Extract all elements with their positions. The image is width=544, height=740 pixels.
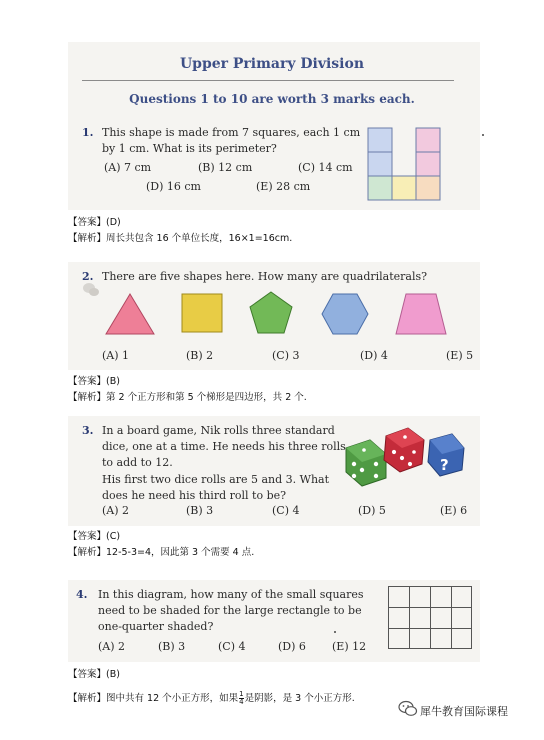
analysis-4: [68, 690, 355, 706]
question-1-line-1: This shape is made from 7 squares, each 1 cm: [102, 126, 361, 139]
question-4-number: 4.: [76, 588, 88, 601]
figure-square: [368, 128, 392, 152]
figure-square: [368, 176, 392, 200]
grid-line: [451, 587, 452, 648]
question-2-option-d: (D) 4: [360, 349, 388, 362]
question-2-option-e: (E) 5: [446, 349, 474, 362]
figure-square: [416, 152, 440, 176]
pentagon-shape: [248, 290, 294, 336]
question-4-option-c: (C) 4: [218, 640, 246, 653]
question-4-line-3: one-quarter shaded?: [98, 620, 214, 633]
question-1-number: 1.: [82, 126, 94, 139]
question-4-line-1: In this diagram, how many of the small squares: [98, 588, 364, 601]
question-2-line-1: There are five shapes here. How many are quadrilaterals?: [102, 270, 428, 283]
hexagon-shape: [320, 292, 370, 336]
trapezoid-shape: [394, 292, 448, 336]
question-3-line-1: In a board game, Nik rolls three standard: [102, 424, 335, 437]
question-2-option-c: (C) 3: [272, 349, 300, 362]
square-shape: [180, 292, 224, 334]
question-1-option-b: (B) 12 cm: [198, 161, 253, 174]
title-divider: [82, 80, 454, 81]
figure-square: [392, 176, 416, 200]
triangle-shape: [104, 292, 156, 336]
scan-speck: [482, 134, 484, 136]
question-3-line-4: His first two dice rolls are 5 and 3. What: [102, 473, 330, 486]
question-3-line-2: dice, one at a time. He needs his three rolls: [102, 440, 346, 453]
question-3-number: 3.: [82, 424, 94, 437]
grid-line: [389, 628, 471, 629]
question-3-line-3: to add to 12.: [102, 456, 173, 469]
answer-2: 【答案】(B): [68, 376, 120, 387]
question-2-option-a: (A) 1: [102, 349, 130, 362]
mystery-die-label: ?: [440, 456, 449, 474]
red-die: [384, 428, 424, 472]
grid-line: [389, 607, 471, 608]
answer-4: 【答案】(B): [68, 669, 120, 680]
blue-die: [428, 434, 464, 476]
green-die: [346, 440, 386, 486]
question-3-option-d: (D) 5: [358, 504, 386, 517]
question-1-line-2: by 1 cm. What is its perimeter?: [102, 142, 277, 155]
answer-1: 【答案】(D): [68, 217, 121, 228]
seven-squares-figure: [366, 126, 442, 204]
fraction-denominator: 4: [239, 698, 244, 706]
question-3-option-b: (B) 3: [186, 504, 214, 517]
grid-line: [409, 587, 410, 648]
question-4-option-a: (A) 2: [98, 640, 126, 653]
question-1-option-e: (E) 28 cm: [256, 180, 311, 193]
scan-smudge: [80, 280, 102, 300]
scan-speck: [334, 631, 336, 633]
figure-square: [368, 152, 392, 176]
question-1-option-c: (C) 14 cm: [298, 161, 353, 174]
question-4-option-e: (E) 12: [332, 640, 367, 653]
one-quarter-fraction: [239, 691, 243, 706]
question-4-option-b: (B) 3: [158, 640, 186, 653]
three-dice-figure: [342, 426, 468, 488]
watermark-text: 犀牛教育国际课程: [420, 705, 508, 718]
analysis-2: 【解析】第 2 个正方形和第 5 个梯形是四边形，共 2 个.: [68, 392, 307, 403]
analysis-4-text-after: 是阴影，是 3 个小正方形.: [244, 693, 355, 704]
answer-3: 【答案】(C): [68, 531, 121, 542]
analysis-1: 【解析】周长共包含 16 个单位长度，16×1=16cm.: [68, 233, 293, 244]
section-subheader: Questions 1 to 10 are worth 3 marks each.: [129, 92, 415, 106]
figure-square: [416, 128, 440, 152]
question-3-option-e: (E) 6: [440, 504, 468, 517]
question-2-option-b: (B) 2: [186, 349, 214, 362]
analysis-4-text-before: 【解析】图中共有 12 个小正方形，如果: [68, 693, 239, 704]
rectangle-grid-figure: [388, 586, 472, 649]
question-1-option-a: (A) 7 cm: [104, 161, 152, 174]
question-3-line-5: does he need his third roll to be?: [102, 489, 287, 502]
wechat-icon: [398, 700, 418, 717]
question-2-number: 2.: [82, 270, 94, 283]
figure-square: [416, 176, 440, 200]
question-1-option-d: (D) 16 cm: [146, 180, 201, 193]
question-4-option-d: (D) 6: [278, 640, 306, 653]
question-4-line-2: need to be shaded for the large rectangle to be: [98, 604, 362, 617]
fraction-numerator: 1: [239, 690, 244, 698]
analysis-3: 【解析】12-5-3=4，因此第 3 个需要 4 点.: [68, 547, 255, 558]
grid-line: [430, 587, 431, 648]
question-3-option-a: (A) 2: [102, 504, 130, 517]
division-title: Upper Primary Division: [179, 56, 365, 72]
question-3-option-c: (C) 4: [272, 504, 300, 517]
